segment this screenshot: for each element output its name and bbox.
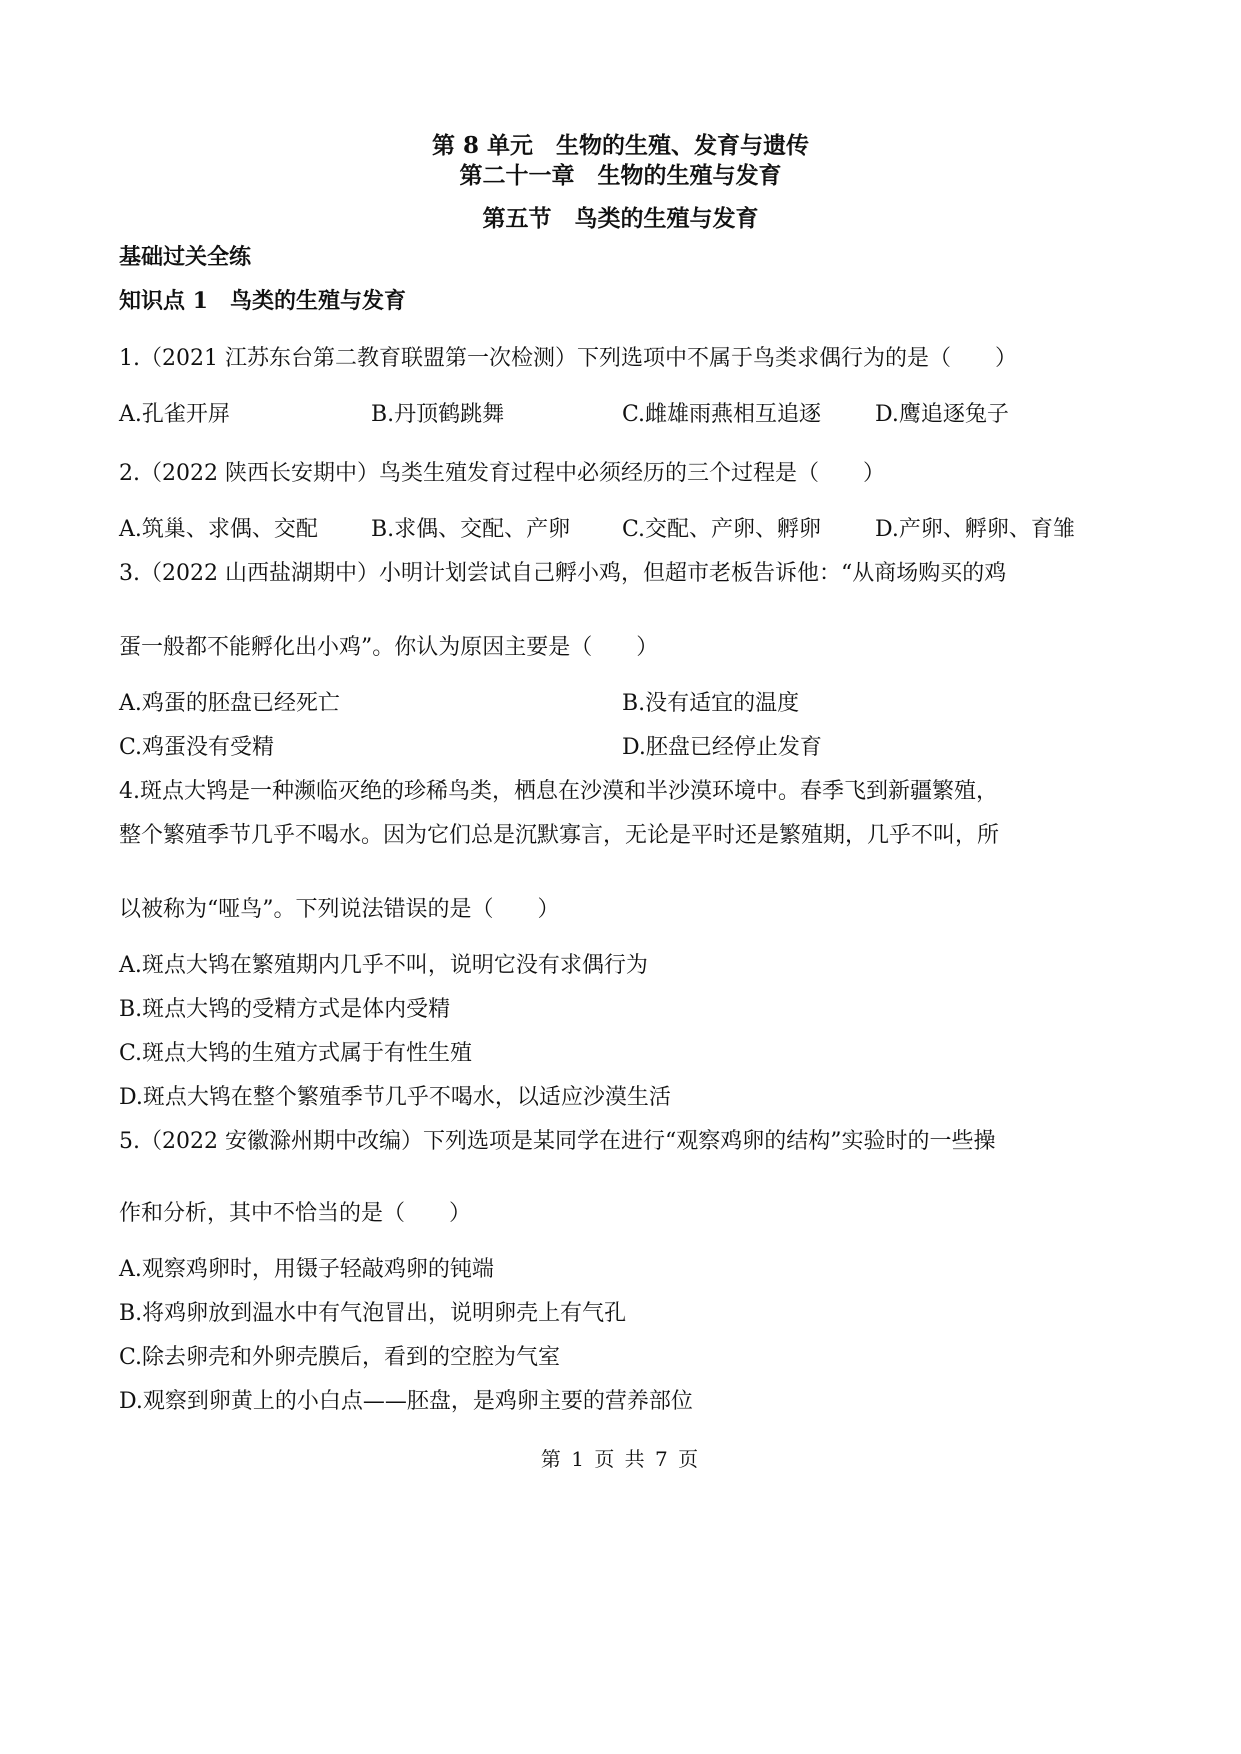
option-c: C.交配、产卵、孵卵	[622, 517, 822, 542]
option-b: B.斑点大鸨的受精方式是体内受精	[119, 997, 451, 1022]
question-stem-continued: 以被称为“哑鸟”。下列说法错误的是（ ）	[119, 897, 560, 922]
option-c: C.鸡蛋没有受精	[119, 735, 275, 760]
option-c: C.雌雄雨燕相互追逐	[622, 402, 822, 427]
question-stem: 2.（2022 陕西长安期中）鸟类生殖发育过程中必须经历的三个过程是（ ）	[119, 461, 885, 486]
option-a: A.观察鸡卵时，用镊子轻敲鸡卵的钝端	[119, 1257, 494, 1282]
knowledge-point-heading: 知识点 1 鸟类的生殖与发育	[119, 288, 406, 314]
question-stem: 5.（2022 安徽滁州期中改编）下列选项是某同学在进行“观察鸡卵的结构”实验时的一些操	[119, 1129, 996, 1154]
option-a: A.鸡蛋的胚盘已经死亡	[119, 691, 340, 716]
option-c: C.斑点大鸨的生殖方式属于有性生殖	[119, 1041, 473, 1066]
option-d: D.鹰追逐兔子	[875, 402, 1009, 427]
option-b: B.将鸡卵放到温水中有气泡冒出，说明卵壳上有气孔	[119, 1301, 627, 1326]
section-title: 第五节 鸟类的生殖与发育	[482, 205, 759, 232]
unit-title: 第 8 单元 生物的生殖、发育与遗传	[431, 132, 810, 159]
question-stem-continued: 整个繁殖季节几乎不喝水。因为它们总是沉默寡言，无论是平时还是繁殖期，几乎不叫，所	[119, 823, 1000, 848]
practice-heading: 基础过关全练	[119, 244, 252, 270]
option-b: B.丹顶鹤跳舞	[371, 402, 505, 427]
option-d: D.胚盘已经停止发育	[622, 735, 822, 760]
question-stem: 4.斑点大鸨是一种濒临灭绝的珍稀鸟类，栖息在沙漠和半沙漠环境中。春季飞到新疆繁殖，	[119, 779, 998, 804]
question-stem-continued: 作和分析，其中不恰当的是（ ）	[119, 1201, 472, 1226]
question-stem-continued: 蛋一般都不能孵化出小鸡”。你认为原因主要是（ ）	[119, 635, 659, 660]
option-d: D.斑点大鸨在整个繁殖季节几乎不喝水，以适应沙漠生活	[119, 1085, 671, 1110]
option-d: D.观察到卵黄上的小白点——胚盘，是鸡卵主要的营养部位	[119, 1389, 693, 1414]
option-c: C.除去卵壳和外卵壳膜后，看到的空腔为气室	[119, 1345, 561, 1370]
option-b: B.求偶、交配、产卵	[371, 517, 571, 542]
option-a: A.斑点大鸨在繁殖期内几乎不叫，说明它没有求偶行为	[119, 953, 648, 978]
option-a: A.孔雀开屏	[119, 402, 230, 427]
chapter-title: 第二十一章 生物的生殖与发育	[459, 162, 782, 189]
option-a: A.筑巢、求偶、交配	[119, 517, 318, 542]
page-number: 第 1 页 共 7 页	[540, 1447, 701, 1471]
question-stem: 3.（2022 山西盐湖期中）小明计划尝试自己孵小鸡，但超市老板告诉他：“从商场购买的鸡	[119, 561, 1007, 586]
option-d: D.产卵、孵卵、育雏	[875, 517, 1075, 542]
option-b: B.没有适宜的温度	[622, 691, 800, 716]
question-stem: 1.（2021 江苏东台第二教育联盟第一次检测）下列选项中不属于鸟类求偶行为的是（ ）	[119, 346, 1017, 371]
